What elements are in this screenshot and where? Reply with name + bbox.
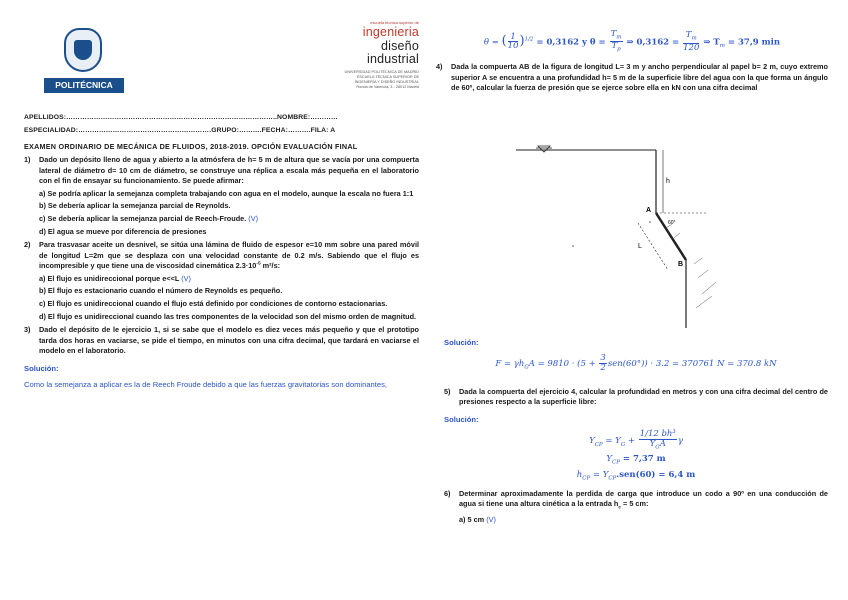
q2-option-a: a) El flujo es unidireccional porque e<<L (V): [39, 273, 191, 283]
equation-force: $F = \gamma h_GA = 9810 \cdot (5$ + $\frac{3}{2}$ sen(60°)) · 3.2 = 370761 N = 370.8 kN: [495, 353, 777, 373]
q1-option-c: c) Se debería aplicar la semejanza parcial de Reech-Froude. (V): [39, 214, 259, 224]
equation-ycp-value: $Y_{CP} = 7,37$ m: [606, 454, 666, 467]
correct-mark: (V): [181, 273, 191, 283]
iid-line1: ingenieria: [362, 24, 419, 39]
iid-tag: escuela técnica superior de: [370, 20, 419, 25]
left-column: [24, 0, 419, 390]
question-2-options: [39, 274, 419, 322]
q6-option-a: a) 5 cm (V): [459, 514, 496, 524]
question-6: 6) Determinar aproximadamente la perdida de carga que introduce un codo a 90º en una conducción de agua si tiene una altura cinética a la entrada $h_c = 5$ cm:: [444, 488, 828, 511]
question-1-text: Dado un depósito lleno de agua y abierto a la atmósfera de h= 5 m de altura que se vacía por una compuerta lateral de diámetro d= 10 cm de diámetro, se construye una réplica a escala más pequeña en el laboratorio con el fin de ensayar su funcionamiento. Se puede afirmar:: [39, 155, 419, 186]
q2-option-b: b) El flujo es estacionario cuando el número de Reynolds es pequeño.: [39, 286, 283, 296]
header-line-1: APELLIDOS:………………………………………………………………………………..NOMBRE:…………: [24, 114, 338, 121]
q1-option-d: d) El agua se mueve por diferencia de presiones: [39, 226, 207, 236]
right-lower-section: [444, 337, 828, 525]
l-dimension: [638, 223, 668, 270]
label-l: L: [638, 243, 642, 250]
q5-solution-label: Solución:: [444, 415, 479, 424]
q1-option-b: b) Se debería aplicar la semejanza parcial de Reynolds.: [39, 201, 231, 211]
equation-ycp: $Y_{CP} = Y_G$ + $\frac{\text{1/12 bh³}}{Y_GA}$ γ: [589, 429, 683, 451]
iid-subtitle: UNIVERSIDAD POLITÉCNICA DE MADRID ESCUELA TÉCNICA SUPERIOR DE INGENIERÍA Y DISEÑO INDUSTRIAL Ronda de Valencia, 3 - 28012 Madrid: [344, 69, 419, 89]
equation-hcp: $h_{CP} = Y_{CP}.sen(60) = 6,4$ m: [576, 470, 696, 482]
question-2-text: Para trasvasar aceite un desnivel, se sitúa una lámina de fluido de espesor e=10 mm sobre una pared móvil de longitud L=2m que se desplaza con una velocidad constante de 0.2 m/s. Sabiendo que el flujo es incompresible y que tiene una de viscosidad cinemática $2.3\cdot 10^{-5}$ m²/s:: [39, 240, 419, 271]
question-4: 4) Dada la compuerta AB de la figura de longitud L= 3 m y ancho perpendicular al papel b= 2 m, cuyo extremo superior A se encuentra a una profundidad h= 5 m de la superficie libre del agua con la que forma un ángulo de 60º, calcular la fuerza de presión que se ejerce sobre ella en kN con una cifra decimal: [436, 61, 828, 93]
logo-area: [24, 0, 419, 110]
label-h: h: [666, 178, 670, 185]
question-5: 5) Dada la compuerta del ejercicio 4, calcular la profundidad en metros y con una cifra decimal del centro de presiones respecto a la superficie libre:: [444, 386, 828, 407]
water-level-icon: [538, 146, 550, 152]
question-6-options: [459, 515, 828, 526]
iid-line2: diseño industrial: [366, 38, 419, 66]
q3-solution-label: Solución:: [24, 363, 59, 373]
label-angle: 60°: [668, 220, 676, 226]
question-1-options: [39, 189, 419, 237]
question-6-text: Determinar aproximadamente la perdida de carga que introduce un codo a 90º en una conducción de agua si tiene una altura cinética a la entrada $h_c = 5$ cm:: [459, 488, 828, 511]
q2-option-c: c) El flujo es unidireccional cuando el flujo está definido por condiciones de contorno estacionarias.: [39, 299, 388, 309]
q1-option-a: a) Se podría aplicar la semejanza completa trabajando con agua en el modelo, aunque la escala no fuera 1:1: [39, 188, 414, 198]
correct-mark: (V): [486, 514, 496, 524]
question-3-text: Dado el depósito de le ejercicio 1, si se sabe que el modelo es diez veces más pequeño y que el prototipo tarda dos horas en vaciarse, se pide el tiempo, en minutos con una cifra decimal, que tardará en vaciarse el modelo en el laboratorio.: [39, 325, 419, 356]
label-a: A: [646, 207, 652, 214]
question-1: 1) Dado un depósito lleno de agua y abierto a la atmósfera de h= 5 m de altura que se vacía por una compuerta lateral de diámetro d= 10 cm de diámetro, se construye una réplica a escala más pequeña en el laboratorio con el fin de ensayar su funcionamiento. Se puede afirmar:: [24, 155, 419, 186]
equation-theta: θ = ( $\frac{1}{10}$ )$^{1/2}$ = 0,3162 y θ = $\frac{T_m}{T_p}$ ⇒ 0,3162 = $\frac{T_m}{120}$ ⇒ $T_m = 37,9$ min: [483, 29, 781, 54]
exam-title: EXAMEN ORDINARIO DE MECÁNICA DE FLUIDOS, 2018-2019. OPCIÓN EVALUACIÓN FINAL: [24, 141, 358, 151]
upm-logo: POLITÉCNICA: [44, 78, 124, 93]
q4-solution-label: Solución:: [444, 338, 479, 347]
question-2: 2) Para trasvasar aceite un desnivel, se sitúa una lámina de fluido de espesor e=10 mm sobre una pared móvil de longitud L=2m que se desplaza con una velocidad constante de 0.2 m/s. Sabiendo que el flujo es incompresible y que tiene una de viscosidad cinemática $2.3\cdot 10^{-5}$ m²/s:: [24, 240, 419, 271]
gate-diagram: [516, 138, 746, 328]
header-line-2: ESPECIALIDAD:………………………………………………….GRUPO:……….FECHA:……….FILA: A: [24, 126, 336, 134]
label-b: B: [678, 261, 684, 268]
question-5-text: Dada la compuerta del ejercicio 4, calcular la profundidad en metros y con una cifra decimal del centro de presiones respecto a la superficie libre:: [459, 386, 828, 407]
right-column: [436, 0, 828, 524]
question-3: 3) Dado el depósito de le ejercicio 1, si se sabe que el modelo es diez veces más pequeño y que el prototipo tarda dos horas en vaciarse, se pide el tiempo, en minutos con una cifra decimal, que tardará en vaciarse el modelo en el laboratorio.: [24, 325, 419, 356]
iid-logo: [299, 20, 419, 90]
q3-solution-text: Como la semejanza a aplicar es la de Reech Froude debido a que las fuerzas gravitatorias son dominantes,: [24, 379, 388, 389]
q2-option-d: d) El flujo es unidireccional cuando las tres componentes de la velocidad son del mismo orden de magnitud.: [39, 311, 417, 321]
correct-mark: (V): [248, 214, 259, 224]
upm-seal-icon: [64, 28, 102, 72]
question-4-text: Dada la compuerta AB de la figura de longitud L= 3 m y ancho perpendicular al papel b= 2 m, cuyo extremo superior A se encuentra a una profundidad h= 5 m de la superficie libre del agua con la que forma un ángulo de 60º, calcular la fuerza de presión que se ejerce sobre ella en kN con una cifra decimal: [451, 61, 828, 93]
